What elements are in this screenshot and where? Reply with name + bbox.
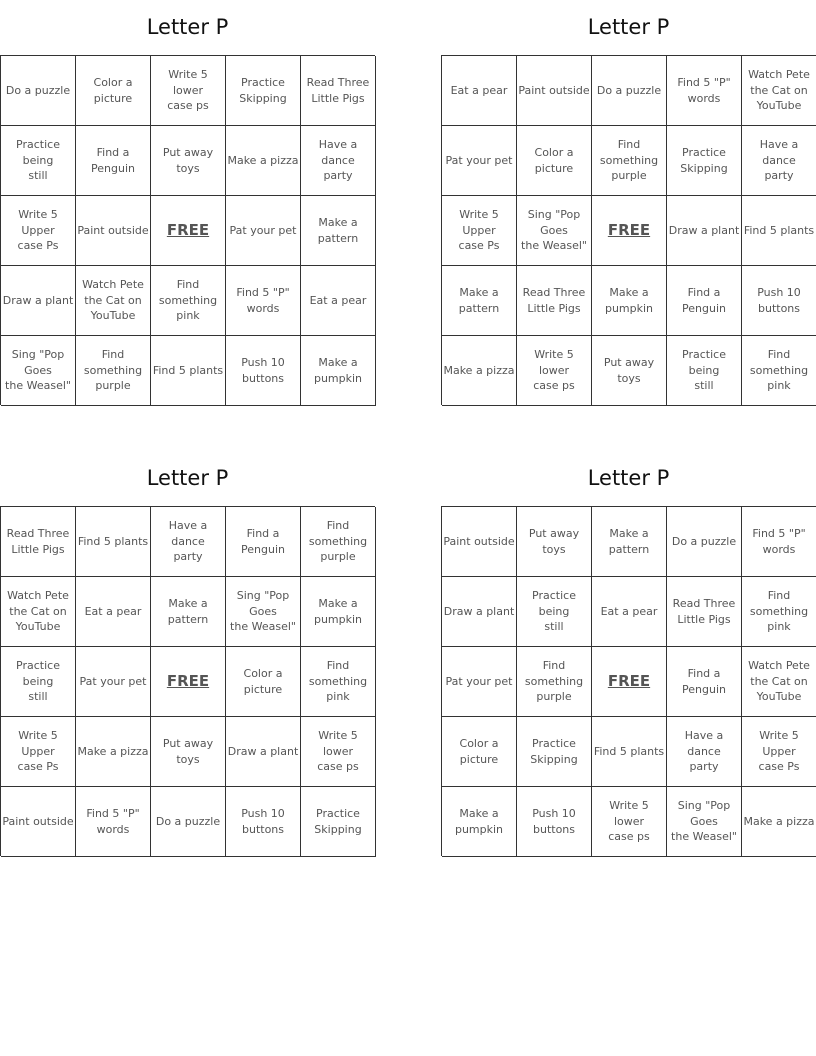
bingo-cell: Put away toys	[151, 126, 226, 196]
bingo-cell: Color a picture	[76, 56, 151, 126]
bingo-cell: Find 5 plants	[742, 196, 816, 266]
bingo-cell: Color a picture	[226, 647, 301, 717]
bingo-cell: Paint outside	[76, 196, 151, 266]
bingo-cell: Push 10 buttons	[742, 266, 816, 336]
bingo-cell: Eat a pear	[76, 577, 151, 647]
bingo-cell: Watch Pete the Cat on YouTube	[1, 577, 76, 647]
bingo-card-3	[0, 451, 375, 856]
card-title: Letter P	[146, 15, 229, 39]
card-title: Letter P	[587, 466, 670, 490]
bingo-cell: Pat your pet	[442, 126, 517, 196]
bingo-cell: Make a pumpkin	[301, 336, 376, 406]
bingo-grid	[441, 506, 816, 856]
bingo-cell: Find 5 "P" words	[76, 787, 151, 857]
bingo-cell: Write 5 lower case ps	[301, 717, 376, 787]
free-space: FREE	[151, 647, 226, 717]
bingo-cell: Practice being still	[517, 577, 592, 647]
bingo-cell: Eat a pear	[301, 266, 376, 336]
bingo-cell: Find something pink	[742, 577, 816, 647]
bingo-cell: Draw a plant	[1, 266, 76, 336]
bingo-cell: Push 10 buttons	[226, 787, 301, 857]
bingo-cell: Find something purple	[592, 126, 667, 196]
bingo-cell: Practice being still	[667, 336, 742, 406]
bingo-grid	[0, 506, 375, 856]
bingo-cell: Sing "Pop Goes the Weasel"	[1, 336, 76, 406]
bingo-cell: Find 5 "P" words	[226, 266, 301, 336]
bingo-cell: Find something purple	[517, 647, 592, 717]
bingo-cell: Find 5 plants	[592, 717, 667, 787]
bingo-cell: Do a puzzle	[151, 787, 226, 857]
bingo-cell: Find a Penguin	[76, 126, 151, 196]
bingo-cell: Find 5 plants	[76, 507, 151, 577]
bingo-cell: Make a pattern	[442, 266, 517, 336]
bingo-cell: Make a pizza	[442, 336, 517, 406]
card-title: Letter P	[146, 466, 229, 490]
bingo-grid	[441, 55, 816, 405]
bingo-card-1	[0, 0, 375, 405]
bingo-cell: Do a puzzle	[1, 56, 76, 126]
bingo-cell: Put away toys	[592, 336, 667, 406]
bingo-cell: Find something pink	[742, 336, 816, 406]
bingo-cell: Practice being still	[1, 647, 76, 717]
bingo-cell: Read Three Little Pigs	[517, 266, 592, 336]
bingo-cell: Have a dance party	[151, 507, 226, 577]
bingo-cell: Practice Skipping	[517, 717, 592, 787]
bingo-cell: Draw a plant	[442, 577, 517, 647]
bingo-cell: Write 5 Upper case Ps	[1, 196, 76, 266]
bingo-cell: Find something pink	[301, 647, 376, 717]
bingo-cell: Put away toys	[151, 717, 226, 787]
free-space: FREE	[592, 647, 667, 717]
bingo-cell: Find a Penguin	[226, 507, 301, 577]
bingo-cell: Find a Penguin	[667, 647, 742, 717]
bingo-cell: Read Three Little Pigs	[1, 507, 76, 577]
bingo-cell: Write 5 lower case ps	[592, 787, 667, 857]
bingo-cell: Practice Skipping	[301, 787, 376, 857]
free-space: FREE	[592, 196, 667, 266]
bingo-cell: Sing "Pop Goes the Weasel"	[226, 577, 301, 647]
bingo-cell: Find something pink	[151, 266, 226, 336]
bingo-cell: Make a pumpkin	[592, 266, 667, 336]
bingo-cell: Sing "Pop Goes the Weasel"	[517, 196, 592, 266]
bingo-cell: Make a pattern	[592, 507, 667, 577]
bingo-cell: Paint outside	[517, 56, 592, 126]
bingo-cell: Draw a plant	[226, 717, 301, 787]
bingo-cell: Color a picture	[442, 717, 517, 787]
bingo-cell: Do a puzzle	[667, 507, 742, 577]
bingo-cell: Write 5 Upper case Ps	[442, 196, 517, 266]
bingo-card-4	[441, 451, 816, 856]
bingo-cell: Have a dance party	[667, 717, 742, 787]
bingo-cell: Have a dance party	[301, 126, 376, 196]
bingo-cell: Sing "Pop Goes the Weasel"	[667, 787, 742, 857]
bingo-cell: Color a picture	[517, 126, 592, 196]
bingo-cell: Paint outside	[1, 787, 76, 857]
bingo-cell: Watch Pete the Cat on YouTube	[742, 647, 816, 717]
bingo-cell: Put away toys	[517, 507, 592, 577]
bingo-cell: Make a pumpkin	[301, 577, 376, 647]
bingo-cell: Pat your pet	[226, 196, 301, 266]
bingo-grid	[0, 55, 375, 405]
bingo-cell: Read Three Little Pigs	[301, 56, 376, 126]
bingo-cell: Find a Penguin	[667, 266, 742, 336]
bingo-cell: Pat your pet	[76, 647, 151, 717]
bingo-cell: Practice being still	[1, 126, 76, 196]
bingo-cell: Watch Pete the Cat on YouTube	[76, 266, 151, 336]
card-title: Letter P	[587, 15, 670, 39]
bingo-cell: Find something purple	[76, 336, 151, 406]
free-space: FREE	[151, 196, 226, 266]
bingo-cell: Eat a pear	[592, 577, 667, 647]
bingo-cell: Find 5 "P" words	[667, 56, 742, 126]
bingo-cell: Practice Skipping	[226, 56, 301, 126]
bingo-cell: Make a pattern	[151, 577, 226, 647]
bingo-cell: Find something purple	[301, 507, 376, 577]
bingo-cell: Write 5 lower case ps	[151, 56, 226, 126]
bingo-cell: Draw a plant	[667, 196, 742, 266]
bingo-cell: Write 5 Upper case Ps	[1, 717, 76, 787]
bingo-cell: Push 10 buttons	[226, 336, 301, 406]
bingo-card-2	[441, 0, 816, 405]
bingo-cell: Watch Pete the Cat on YouTube	[742, 56, 816, 126]
bingo-cell: Make a pizza	[226, 126, 301, 196]
bingo-cell: Write 5 Upper case Ps	[742, 717, 816, 787]
bingo-cell: Write 5 lower case ps	[517, 336, 592, 406]
bingo-cell: Make a pizza	[742, 787, 816, 857]
bingo-cell: Practice Skipping	[667, 126, 742, 196]
bingo-cell: Make a pattern	[301, 196, 376, 266]
bingo-cell: Make a pizza	[76, 717, 151, 787]
bingo-cell: Eat a pear	[442, 56, 517, 126]
bingo-cell: Pat your pet	[442, 647, 517, 717]
bingo-cell: Find 5 "P" words	[742, 507, 816, 577]
bingo-cell: Have a dance party	[742, 126, 816, 196]
bingo-cell: Find 5 plants	[151, 336, 226, 406]
bingo-cell: Do a puzzle	[592, 56, 667, 126]
bingo-cell: Make a pumpkin	[442, 787, 517, 857]
bingo-cell: Read Three Little Pigs	[667, 577, 742, 647]
bingo-cell: Paint outside	[442, 507, 517, 577]
bingo-cell: Push 10 buttons	[517, 787, 592, 857]
